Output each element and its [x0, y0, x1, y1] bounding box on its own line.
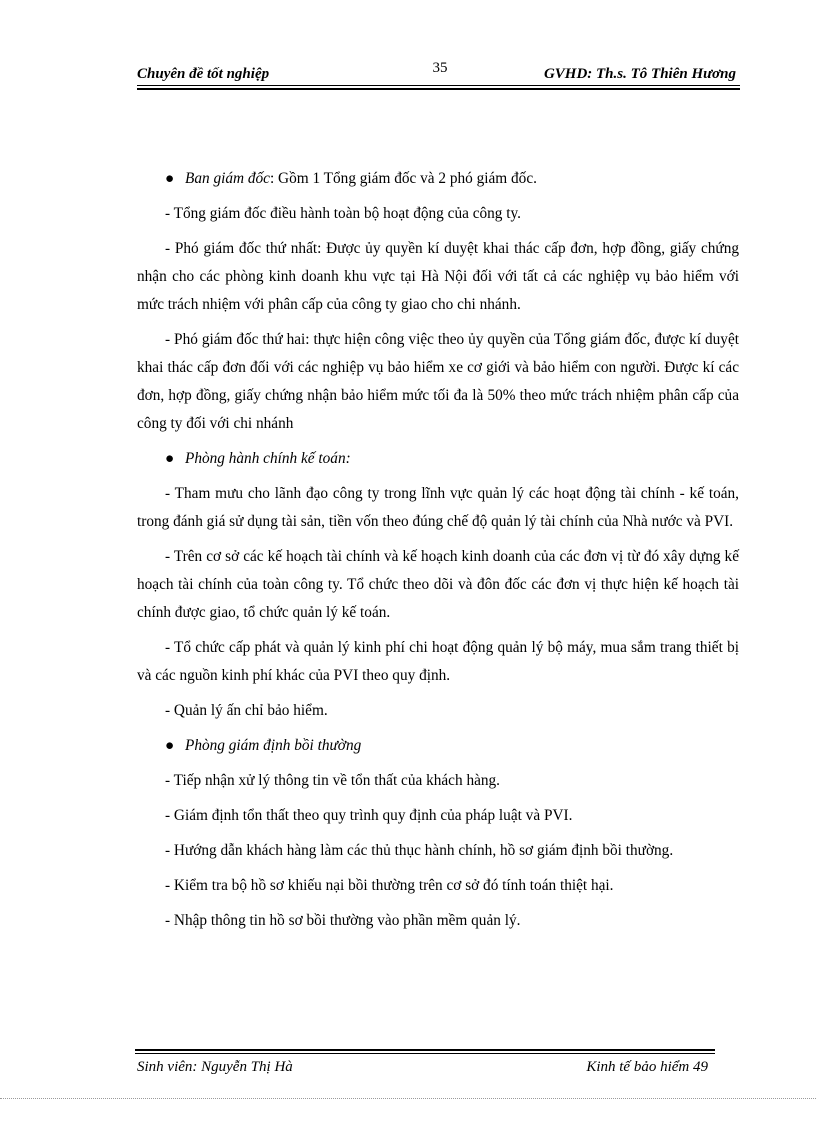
header-document-title: Chuyên đề tốt nghiệp	[137, 66, 270, 82]
paragraph: - Phó giám đốc thứ hai: thực hiện công việc theo ủy quyền của Tổng giám đốc, được kí duyệt khai thác cấp đơn đối với các nghiệp vụ bảo hiểm xe cơ giới và bảo hiểm con người. Được kí các đơn, hợp đồng, giấy chứng nhận bảo hiểm mức tối đa là 50% theo mức trách nhiệm phân cấp của công ty đối với chi nhánh	[137, 331, 739, 432]
paragraph: - Quản lý ấn chỉ bảo hiểm.	[165, 702, 328, 719]
footer-rule-thick	[135, 1049, 715, 1051]
paragraph: - Tổng giám đốc điều hành toàn bộ hoạt động của công ty.	[165, 205, 521, 222]
paragraph: - Trên cơ sở các kế hoạch tài chính và kế hoạch kinh doanh của các đơn vị từ đó xây dựng kế hoạch tài chính của toàn công ty. Tổ chức theo dõi và đôn đốc các đơn vị thực hiện kế hoạch tài chính được giao, tổ chức quản lý kế toán.	[137, 548, 739, 621]
section-title: Phòng giám định bồi thường	[185, 737, 362, 754]
bullet-phong-giam-dinh	[137, 732, 739, 760]
header-rule-thick	[137, 88, 740, 90]
paragraph: - Kiểm tra bộ hồ sơ khiếu nại bồi thường trên cơ sở đó tính toán thiệt hại.	[165, 877, 614, 894]
page-bottom-dotted-rule	[0, 1098, 816, 1099]
section-title: Phòng hành chính kế toán:	[185, 450, 351, 467]
footer-student: Sinh viên: Nguyễn Thị Hà	[137, 1059, 293, 1075]
bullet-phong-hanh-chinh	[137, 445, 739, 473]
paragraph: - Tham mưu cho lãnh đạo công ty trong lĩnh vực quản lý các hoạt động tài chính - kế toán, trong đánh giá sử dụng tài sản, tiền vốn theo đúng chế độ quản lý tài chính của Nhà nước và PVI.	[137, 485, 739, 530]
header-rule-thin	[137, 85, 740, 86]
bullet-icon: ●	[165, 450, 175, 467]
paragraph: - Hướng dẫn khách hàng làm các thủ thục hành chính, hồ sơ giám định bồi thường.	[165, 842, 674, 859]
paragraph: - Giám định tổn thất theo quy trình quy định của pháp luật và PVI.	[165, 807, 573, 824]
section-title: Ban giám đốc	[185, 170, 270, 187]
footer-course: Kinh tế bảo hiểm 49	[586, 1059, 708, 1075]
footer-rule-thin	[135, 1053, 715, 1054]
header-advisor: GVHD: Th.s. Tô Thiên Hương	[543, 66, 736, 82]
bullet-icon: ●	[165, 737, 175, 754]
section-text: : Gồm 1 Tổng giám đốc và 2 phó giám đốc.	[269, 170, 537, 187]
paragraph: - Nhập thông tin hồ sơ bồi thường vào phần mềm quản lý.	[165, 912, 521, 929]
page-body	[137, 165, 739, 935]
page-number: 35	[432, 60, 448, 76]
paragraph: - Phó giám đốc thứ nhất: Được ủy quyền kí duyệt khai thác cấp đơn, hợp đồng, giấy chứng nhận cho các phòng kinh doanh khu vực tại Hà Nội đối với tất cả các nghiệp vụ bảo hiểm với mức trách nhiệm với phân cấp của công ty giao cho chi nhánh.	[137, 240, 739, 313]
bullet-icon: ●	[165, 170, 175, 187]
paragraph: - Tiếp nhận xử lý thông tin về tổn thất của khách hàng.	[165, 772, 501, 789]
bullet-ban-giam-doc	[137, 165, 739, 193]
paragraph: - Tổ chức cấp phát và quản lý kinh phí chi hoạt động quản lý bộ máy, mua sắm trang thiết bị và các nguồn kinh phí khác của PVI theo quy định.	[137, 639, 739, 684]
